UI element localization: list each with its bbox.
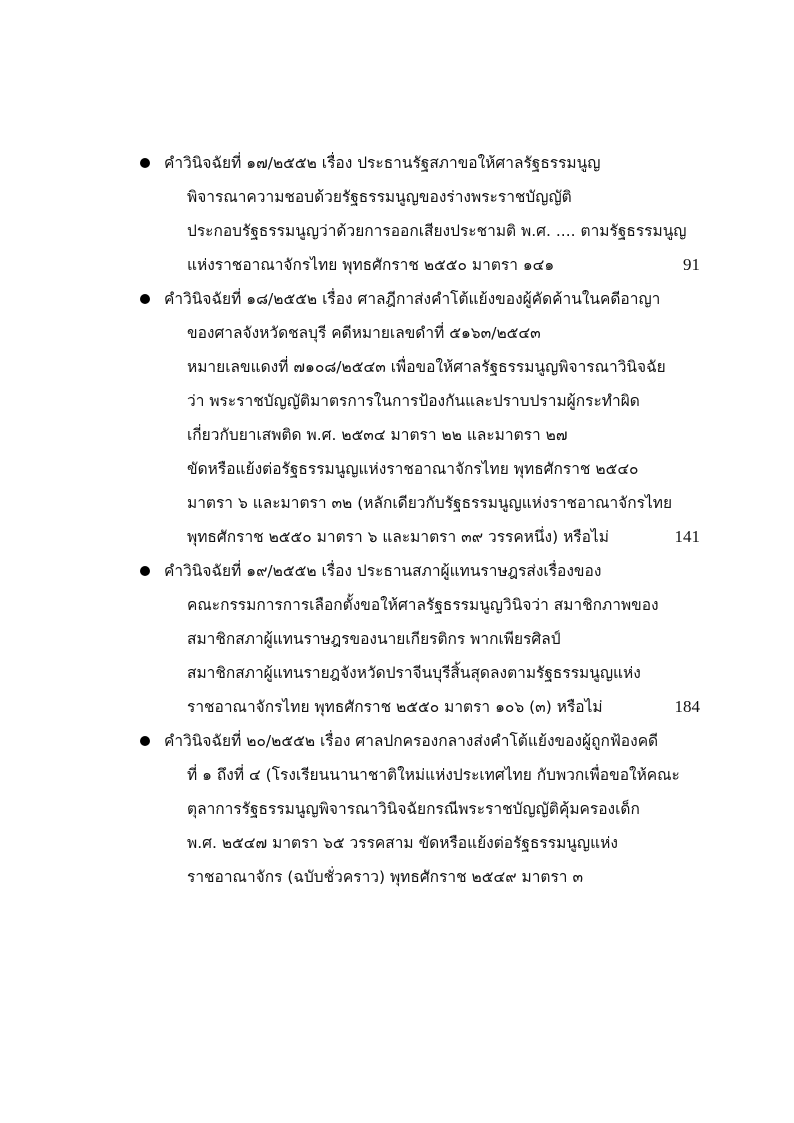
entry-title-line: คณะกรรมการการเลือกตั้งขอให้ศาลรัฐธรรมนูญวินิจว่า สมาชิกภาพของ — [187, 596, 659, 614]
toc-line — [140, 656, 700, 690]
entry-title-line: สมาชิกสภาผู้แทนราษฎรของนายเกียรติกร พากเพียรศิลป์ — [187, 630, 561, 648]
toc-line — [140, 486, 700, 520]
bullet-icon — [140, 566, 150, 576]
entry-title-line: หมายเลขแดงที่ ๗๑๐๘/๒๕๔๓ เพื่อขอให้ศาลรัฐธรรมนูญพิจารณาวินิจฉัย — [187, 358, 666, 376]
entry-title-line: พ.ศ. ๒๕๔๗ มาตรา ๖๕ วรรคสาม ขัดหรือแย้งต่อรัฐธรรมนูญแห่ง — [187, 834, 618, 852]
toc-line — [140, 316, 700, 350]
entry-title-line: ราชอาณาจักร (ฉบับชั่วคราว) พุทธศักราช ๒๕๔๙ มาตรา ๓ — [187, 868, 584, 886]
toc-line — [140, 146, 700, 180]
bullet-icon — [140, 294, 150, 304]
entry-title-line: คำวินิจฉัยที่ ๑๘/๒๕๕๒ เรื่อง ศาลฎีกาส่งคำโต้แย้งของผู้คัดค้านในคดีอาญา — [164, 290, 661, 308]
toc-line — [140, 452, 700, 486]
toc-line — [140, 214, 700, 248]
toc-line — [140, 282, 700, 316]
page-number: 141 — [674, 527, 700, 546]
entry-title-line: แห่งราชอาณาจักรไทย พุทธศักราช ๒๕๕๐ มาตรา ๑๔๑ — [187, 256, 555, 274]
toc-line — [140, 588, 700, 622]
toc-line — [140, 792, 700, 826]
entry-title-line: พุทธศักราช ๒๕๕๐ มาตรา ๖ และมาตรา ๓๙ วรรคหนึ่ง) หรือไม่ — [187, 528, 609, 546]
entry-title-line: ของศาลจังหวัดชลบุรี คดีหมายเลขดำที่ ๕๑๖๓/๒๕๔๓ — [187, 324, 541, 342]
entry-title-line: พิจารณาความชอบด้วยรัฐธรรมนูญของร่างพระราชบัญญัติ — [187, 188, 572, 206]
bullet-icon — [140, 158, 150, 168]
toc-line — [140, 180, 700, 214]
toc-line — [140, 860, 700, 894]
toc-line — [140, 350, 700, 384]
entry-title-line: ขัดหรือแย้งต่อรัฐธรรมนูญแห่งราชอาณาจักรไทย พุทธศักราช ๒๕๔๐ — [187, 460, 639, 478]
toc-line — [140, 418, 700, 452]
entry-title-line: คำวินิจฉัยที่ ๑๙/๒๕๕๒ เรื่อง ประธานสภาผู้แทนราษฎรส่งเรื่องของ — [164, 562, 602, 580]
toc-line — [140, 758, 700, 792]
entry-title-line: เกี่ยวกับยาเสพติด พ.ศ. ๒๕๓๔ มาตรา ๒๒ และมาตรา ๒๗ — [187, 426, 568, 444]
toc-line — [140, 826, 700, 860]
toc-line — [140, 690, 700, 724]
table-of-contents — [140, 146, 700, 894]
toc-line — [140, 520, 700, 554]
toc-line — [140, 384, 700, 418]
entry-title-line: ว่า พระราชบัญญัติมาตรการในการป้องกันและปราบปรามผู้กระทำผิด — [187, 392, 640, 410]
entry-title-line: ราชอาณาจักรไทย พุทธศักราช ๒๕๕๐ มาตรา ๑๐๖ (๓) หรือไม่ — [187, 698, 603, 716]
entry-title-line: มาตรา ๖ และมาตรา ๓๒ (หลักเดียวกับรัฐธรรมนูญแห่งราชอาณาจักรไทย — [187, 494, 673, 512]
entry-title-line: คำวินิจฉัยที่ ๒๐/๒๕๕๒ เรื่อง ศาลปกครองกลางส่งคำโต้แย้งของผู้ถูกฟ้องคดี — [164, 732, 659, 750]
entry-title-line: ประกอบรัฐธรรมนูญว่าด้วยการออกเสียงประชามติ พ.ศ. .... ตามรัฐธรรมนูญ — [187, 222, 687, 240]
entry-title-line: ตุลาการรัฐธรรมนูญพิจารณาวินิจฉัยกรณีพระราชบัญญัติคุ้มครองเด็ก — [187, 800, 640, 818]
toc-entry — [140, 146, 700, 282]
toc-entry — [140, 724, 700, 894]
entry-title-line: ที่ ๑ ถึงที่ ๔ (โรงเรียนนานาชาติใหม่แห่งประเทศไทย กับพวกเพื่อขอให้คณะ — [187, 766, 680, 784]
page-number: 184 — [674, 697, 700, 716]
entry-title-line: คำวินิจฉัยที่ ๑๗/๒๕๕๒ เรื่อง ประธานรัฐสภาขอให้ศาลรัฐธรรมนูญ — [164, 154, 601, 172]
toc-line — [140, 248, 700, 282]
page-number: 91 — [683, 255, 700, 274]
toc-line — [140, 724, 700, 758]
toc-line — [140, 622, 700, 656]
toc-entry — [140, 282, 700, 554]
toc-line — [140, 554, 700, 588]
bullet-icon — [140, 736, 150, 746]
entry-title-line: สมาชิกสภาผู้แทนรายฎจังหวัดปราจีนบุรีสิ้นสุดลงตามรัฐธรรมนูญแห่ง — [187, 664, 641, 682]
toc-entry — [140, 554, 700, 724]
